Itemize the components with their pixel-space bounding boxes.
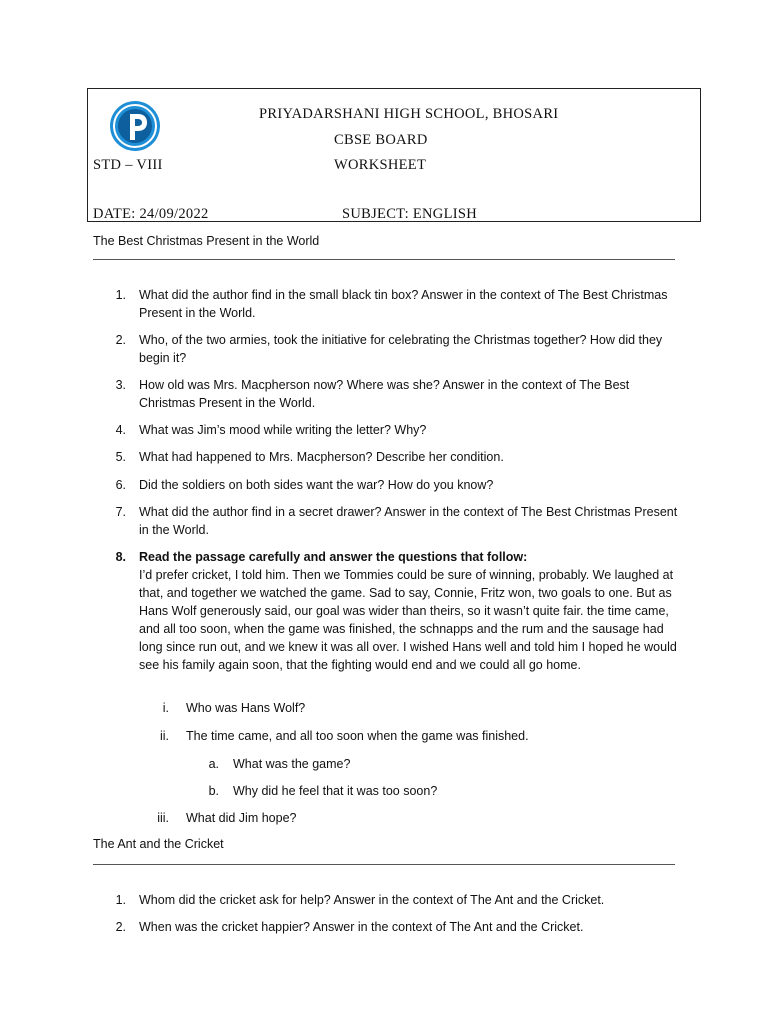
sub-question-number: b. xyxy=(208,784,219,798)
date-label: DATE: 24/09/2022 xyxy=(93,206,209,222)
question-number: 1. xyxy=(115,288,126,302)
school-logo xyxy=(109,100,161,152)
question-number: 5. xyxy=(115,450,126,464)
question-number: 2. xyxy=(115,920,126,934)
sub-question-text: Who was Hans Wolf? xyxy=(186,701,306,715)
subject-label: SUBJECT: ENGLISH xyxy=(342,206,477,222)
divider xyxy=(93,864,675,865)
question-text: What had happened to Mrs. Macpherson? Describe her condition. xyxy=(139,450,504,464)
question-text: What was Jim’s mood while writing the letter? Why? xyxy=(139,423,427,437)
question-number: 1. xyxy=(115,893,126,907)
question-heading: Read the passage carefully and answer the questions that follow: xyxy=(139,550,528,564)
section-title: The Ant and the Cricket xyxy=(93,837,224,851)
section-title: The Best Christmas Present in the World xyxy=(93,234,320,248)
std-label: STD – VIII xyxy=(93,157,163,173)
question-number: 4. xyxy=(115,423,126,437)
sub-question-number: i. xyxy=(162,701,169,715)
question-number: 8. xyxy=(115,550,126,564)
question-text: Who, of the two armies, took the initiative for celebrating the Christmas together? How did they begin it? xyxy=(139,333,663,365)
question-text: When was the cricket happier? Answer in the context of The Ant and the Cricket. xyxy=(139,920,584,934)
question-text: Whom did the cricket ask for help? Answer in the context of The Ant and the Cricket. xyxy=(139,893,605,907)
sub-question-text: The time came, and all too soon when the game was finished. xyxy=(186,729,529,743)
question-number: 7. xyxy=(115,505,126,519)
question-text: How old was Mrs. Macpherson now? Where was she? Answer in the context of The Best Christmas Present in the World. xyxy=(139,378,630,410)
school-name: PRIYADARSHANI HIGH SCHOOL, BHOSARI xyxy=(259,106,559,122)
sub-question-text: Why did he feel that it was too soon? xyxy=(233,784,438,798)
sub-question-text: What did Jim hope? xyxy=(186,811,297,825)
board-name: CBSE BOARD xyxy=(334,132,428,148)
sub-question-text: What was the game? xyxy=(233,757,351,771)
question-number: 3. xyxy=(115,378,126,392)
sub-question-number: iii. xyxy=(157,811,169,825)
question-number: 2. xyxy=(115,333,126,347)
question-number: 6. xyxy=(115,478,126,492)
worksheet-label: WORKSHEET xyxy=(334,157,427,173)
passage-text: I’d prefer cricket, I told him. Then we Tommies could be sure of winning, probably. We laughed at that, and together we watched the game. Sad to say, Connie, Fritz won, two goals to one. But as Hans Wolf generously said, our goal was wider than theirs, so it wasn’t quite fair. the time came, and all too soon, when the game was finished, the schnapps and the rum and the sausage had long since run out, and we knew it was all over. I wished Hans well and told him I hoped he would see his family again soon, that the fighting would end and we could all go home. xyxy=(139,568,677,672)
question-text: What did the author find in the small black tin box? Answer in the context of The Best Christmas Present in the World. xyxy=(139,288,668,320)
question-text: What did the author find in a secret drawer? Answer in the context of The Best Christmas Present in the World. xyxy=(139,505,678,537)
question-text: Did the soldiers on both sides want the war? How do you know? xyxy=(139,478,494,492)
divider xyxy=(93,259,675,260)
sub-question-number: a. xyxy=(208,757,219,771)
sub-question-number: ii. xyxy=(159,729,169,743)
